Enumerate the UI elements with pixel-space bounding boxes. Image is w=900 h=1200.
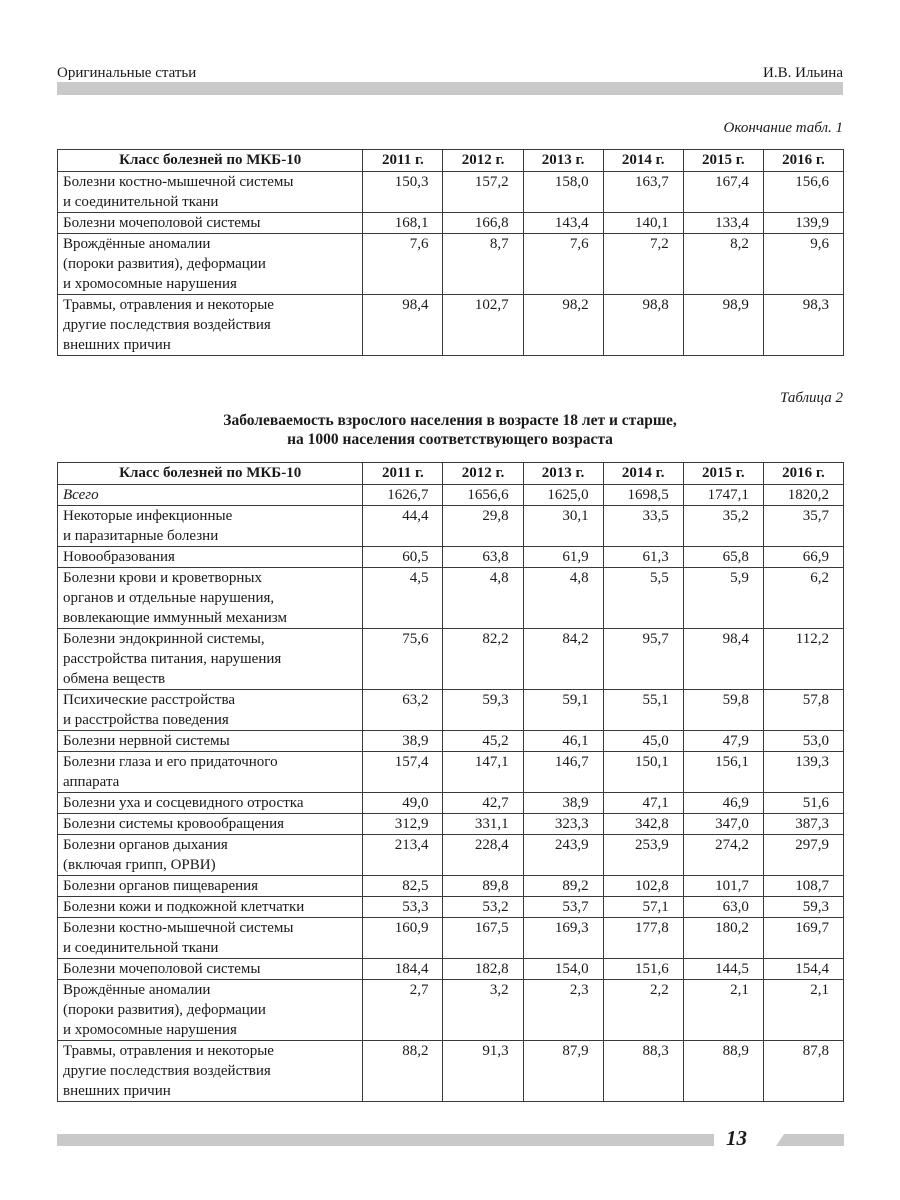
footer-rule-left bbox=[57, 1134, 714, 1146]
cell-value: 168,1 bbox=[363, 213, 443, 234]
table-row bbox=[58, 876, 844, 897]
row-label-line: другие последствия воздействия bbox=[63, 317, 271, 333]
cell-value: 312,9 bbox=[363, 814, 443, 835]
cell-value: 49,0 bbox=[363, 793, 443, 814]
row-label-line: внешних причин bbox=[63, 1083, 171, 1099]
cell-value: 167,4 bbox=[683, 172, 763, 213]
row-label bbox=[58, 793, 363, 814]
row-label bbox=[58, 835, 363, 876]
cell-value: 4,8 bbox=[523, 568, 603, 629]
row-label-line: Врождённые аномалии bbox=[63, 236, 211, 252]
cell-value: 4,8 bbox=[443, 568, 523, 629]
row-label-line: Болезни костно-мышечной системы bbox=[63, 920, 294, 936]
cell-value: 61,3 bbox=[603, 547, 683, 568]
cell-value: 89,2 bbox=[523, 876, 603, 897]
row-label bbox=[58, 295, 363, 356]
row-label bbox=[58, 568, 363, 629]
cell-value: 177,8 bbox=[603, 918, 683, 959]
cell-value: 6,2 bbox=[763, 568, 843, 629]
cell-value: 342,8 bbox=[603, 814, 683, 835]
cell-value: 2,1 bbox=[683, 980, 763, 1041]
row-label-line: Травмы, отравления и некоторые bbox=[63, 297, 274, 313]
cell-value: 89,8 bbox=[443, 876, 523, 897]
table-row bbox=[58, 506, 844, 547]
table-row bbox=[58, 485, 844, 506]
cell-value: 46,1 bbox=[523, 731, 603, 752]
cell-value: 1625,0 bbox=[523, 485, 603, 506]
cell-value: 166,8 bbox=[443, 213, 523, 234]
cell-value: 213,4 bbox=[363, 835, 443, 876]
row-label bbox=[58, 752, 363, 793]
table-row bbox=[58, 793, 844, 814]
row-label-line: Болезни глаза и его придаточного bbox=[63, 754, 278, 770]
row-label bbox=[58, 814, 363, 835]
row-label-line: внешних причин bbox=[63, 337, 171, 353]
cell-value: 59,3 bbox=[763, 897, 843, 918]
table2-header-row bbox=[58, 463, 844, 485]
cell-value: 156,1 bbox=[683, 752, 763, 793]
cell-value: 87,8 bbox=[763, 1041, 843, 1102]
row-label bbox=[58, 731, 363, 752]
column-header-year: 2012 г. bbox=[443, 463, 523, 485]
cell-value: 98,8 bbox=[603, 295, 683, 356]
cell-value: 169,3 bbox=[523, 918, 603, 959]
row-label bbox=[58, 690, 363, 731]
row-label bbox=[58, 213, 363, 234]
cell-value: 53,2 bbox=[443, 897, 523, 918]
cell-value: 297,9 bbox=[763, 835, 843, 876]
cell-value: 57,8 bbox=[763, 690, 843, 731]
cell-value: 1626,7 bbox=[363, 485, 443, 506]
table-row bbox=[58, 814, 844, 835]
cell-value: 63,8 bbox=[443, 547, 523, 568]
cell-value: 323,3 bbox=[523, 814, 603, 835]
row-label-line: Некоторые инфекционные bbox=[63, 508, 233, 524]
cell-value: 5,5 bbox=[603, 568, 683, 629]
row-label-line: и хромосомные нарушения bbox=[63, 276, 237, 292]
cell-value: 167,5 bbox=[443, 918, 523, 959]
table-row bbox=[58, 172, 844, 213]
column-header-year: 2013 г. bbox=[523, 150, 603, 172]
row-label bbox=[58, 897, 363, 918]
row-label-line: и соединительной ткани bbox=[63, 194, 219, 210]
cell-value: 47,9 bbox=[683, 731, 763, 752]
row-label-line: Болезни кожи и подкожной клетчатки bbox=[63, 899, 305, 915]
cell-value: 154,4 bbox=[763, 959, 843, 980]
cell-value: 38,9 bbox=[363, 731, 443, 752]
cell-value: 35,7 bbox=[763, 506, 843, 547]
page-number: 13 bbox=[726, 1126, 747, 1150]
cell-value: 9,6 bbox=[763, 234, 843, 295]
cell-value: 347,0 bbox=[683, 814, 763, 835]
cell-value: 1747,1 bbox=[683, 485, 763, 506]
cell-value: 88,3 bbox=[603, 1041, 683, 1102]
cell-value: 8,7 bbox=[443, 234, 523, 295]
header-rule bbox=[57, 82, 843, 95]
cell-value: 139,3 bbox=[763, 752, 843, 793]
cell-value: 243,9 bbox=[523, 835, 603, 876]
cell-value: 147,1 bbox=[443, 752, 523, 793]
table2-title bbox=[57, 411, 843, 449]
row-label-line: Болезни мочеполовой системы bbox=[63, 215, 261, 231]
table1 bbox=[57, 149, 844, 356]
column-header-year: 2014 г. bbox=[603, 463, 683, 485]
cell-value: 7,2 bbox=[603, 234, 683, 295]
row-label-line: вовлекающие иммунный механизм bbox=[63, 610, 288, 626]
row-label-line: и хромосомные нарушения bbox=[63, 1022, 237, 1038]
table-row bbox=[58, 731, 844, 752]
row-label bbox=[58, 959, 363, 980]
cell-value: 29,8 bbox=[443, 506, 523, 547]
cell-value: 2,1 bbox=[763, 980, 843, 1041]
row-label-line: Болезни уха и сосцевидного отростка bbox=[63, 795, 304, 811]
row-label bbox=[58, 172, 363, 213]
row-label-line: (пороки развития), деформации bbox=[63, 1002, 266, 1018]
cell-value: 158,0 bbox=[523, 172, 603, 213]
table2-title-line: Заболеваемость взрослого населения в возрасте 18 лет и старше, bbox=[223, 412, 677, 429]
cell-value: 2,2 bbox=[603, 980, 683, 1041]
row-label-line: (пороки развития), деформации bbox=[63, 256, 266, 272]
table-row bbox=[58, 213, 844, 234]
cell-value: 1656,6 bbox=[443, 485, 523, 506]
row-label-line: Всего bbox=[63, 487, 99, 503]
cell-value: 182,8 bbox=[443, 959, 523, 980]
cell-value: 274,2 bbox=[683, 835, 763, 876]
cell-value: 102,7 bbox=[443, 295, 523, 356]
cell-value: 180,2 bbox=[683, 918, 763, 959]
cell-value: 61,9 bbox=[523, 547, 603, 568]
cell-value: 228,4 bbox=[443, 835, 523, 876]
cell-value: 101,7 bbox=[683, 876, 763, 897]
table-row bbox=[58, 980, 844, 1041]
cell-value: 60,5 bbox=[363, 547, 443, 568]
row-label bbox=[58, 234, 363, 295]
cell-value: 46,9 bbox=[683, 793, 763, 814]
cell-value: 102,8 bbox=[603, 876, 683, 897]
row-label-line: и расстройства поведения bbox=[63, 712, 229, 728]
row-label-line: Травмы, отравления и некоторые bbox=[63, 1043, 274, 1059]
cell-value: 7,6 bbox=[523, 234, 603, 295]
cell-value: 55,1 bbox=[603, 690, 683, 731]
table-row bbox=[58, 568, 844, 629]
cell-value: 88,9 bbox=[683, 1041, 763, 1102]
cell-value: 1698,5 bbox=[603, 485, 683, 506]
cell-value: 98,4 bbox=[683, 629, 763, 690]
cell-value: 65,8 bbox=[683, 547, 763, 568]
cell-value: 45,2 bbox=[443, 731, 523, 752]
table-row bbox=[58, 835, 844, 876]
table2 bbox=[57, 462, 844, 1102]
cell-value: 53,7 bbox=[523, 897, 603, 918]
cell-value: 88,2 bbox=[363, 1041, 443, 1102]
row-label-line: Болезни мочеполовой системы bbox=[63, 961, 261, 977]
row-label-line: Болезни системы кровообращения bbox=[63, 816, 285, 832]
row-label-line: расстройства питания, нарушения bbox=[63, 651, 282, 667]
cell-value: 387,3 bbox=[763, 814, 843, 835]
cell-value: 84,2 bbox=[523, 629, 603, 690]
cell-value: 35,2 bbox=[683, 506, 763, 547]
column-header-year: 2016 г. bbox=[763, 150, 843, 172]
cell-value: 150,3 bbox=[363, 172, 443, 213]
running-header bbox=[57, 58, 843, 82]
cell-value: 108,7 bbox=[763, 876, 843, 897]
cell-value: 53,0 bbox=[763, 731, 843, 752]
cell-value: 157,4 bbox=[363, 752, 443, 793]
row-label-line: Болезни костно-мышечной системы bbox=[63, 174, 294, 190]
row-label-line: обмена веществ bbox=[63, 671, 166, 687]
cell-value: 75,6 bbox=[363, 629, 443, 690]
cell-value: 143,4 bbox=[523, 213, 603, 234]
cell-value: 4,5 bbox=[363, 568, 443, 629]
cell-value: 139,9 bbox=[763, 213, 843, 234]
cell-value: 1820,2 bbox=[763, 485, 843, 506]
column-header-year: 2014 г. bbox=[603, 150, 683, 172]
cell-value: 3,2 bbox=[443, 980, 523, 1041]
cell-value: 98,4 bbox=[363, 295, 443, 356]
cell-value: 38,9 bbox=[523, 793, 603, 814]
author-name: И.В. Ильина bbox=[763, 65, 843, 81]
row-label-line: Болезни крови и кроветворных bbox=[63, 570, 262, 586]
cell-value: 66,9 bbox=[763, 547, 843, 568]
cell-value: 63,2 bbox=[363, 690, 443, 731]
cell-value: 98,9 bbox=[683, 295, 763, 356]
cell-value: 154,0 bbox=[523, 959, 603, 980]
cell-value: 2,3 bbox=[523, 980, 603, 1041]
column-header-year: 2015 г. bbox=[683, 150, 763, 172]
cell-value: 140,1 bbox=[603, 213, 683, 234]
table1-caption: Окончание табл. 1 bbox=[723, 120, 843, 136]
row-label bbox=[58, 918, 363, 959]
cell-value: 59,1 bbox=[523, 690, 603, 731]
cell-value: 163,7 bbox=[603, 172, 683, 213]
table-row bbox=[58, 629, 844, 690]
footer-rule-right bbox=[776, 1134, 844, 1146]
table-row bbox=[58, 295, 844, 356]
cell-value: 331,1 bbox=[443, 814, 523, 835]
row-label-line: Болезни нервной системы bbox=[63, 733, 230, 749]
row-label bbox=[58, 485, 363, 506]
table-row bbox=[58, 234, 844, 295]
row-label-line: аппарата bbox=[63, 774, 120, 790]
table-row bbox=[58, 959, 844, 980]
cell-value: 95,7 bbox=[603, 629, 683, 690]
table2-caption: Таблица 2 bbox=[780, 390, 843, 406]
table-row bbox=[58, 752, 844, 793]
row-label-line: и соединительной ткани bbox=[63, 940, 219, 956]
cell-value: 133,4 bbox=[683, 213, 763, 234]
cell-value: 33,5 bbox=[603, 506, 683, 547]
section-title: Оригинальные статьи bbox=[57, 65, 197, 81]
table-row bbox=[58, 918, 844, 959]
row-label bbox=[58, 876, 363, 897]
cell-value: 7,6 bbox=[363, 234, 443, 295]
column-header-class: Класс болезней по МКБ-10 bbox=[58, 463, 363, 485]
column-header-year: 2011 г. bbox=[363, 150, 443, 172]
cell-value: 82,5 bbox=[363, 876, 443, 897]
table1-header-row bbox=[58, 150, 844, 172]
column-header-year: 2012 г. bbox=[443, 150, 523, 172]
row-label-line: Болезни эндокринной системы, bbox=[63, 631, 265, 647]
cell-value: 2,7 bbox=[363, 980, 443, 1041]
cell-value: 98,2 bbox=[523, 295, 603, 356]
cell-value: 253,9 bbox=[603, 835, 683, 876]
cell-value: 151,6 bbox=[603, 959, 683, 980]
row-label-line: Новообразования bbox=[63, 549, 175, 565]
cell-value: 157,2 bbox=[443, 172, 523, 213]
cell-value: 87,9 bbox=[523, 1041, 603, 1102]
row-label-line: органов и отдельные нарушения, bbox=[63, 590, 275, 606]
row-label bbox=[58, 547, 363, 568]
row-label bbox=[58, 980, 363, 1041]
row-label-line: Психические расстройства bbox=[63, 692, 235, 708]
cell-value: 91,3 bbox=[443, 1041, 523, 1102]
row-label-line: Врождённые аномалии bbox=[63, 982, 211, 998]
cell-value: 59,3 bbox=[443, 690, 523, 731]
cell-value: 184,4 bbox=[363, 959, 443, 980]
cell-value: 57,1 bbox=[603, 897, 683, 918]
column-header-year: 2011 г. bbox=[363, 463, 443, 485]
row-label bbox=[58, 1041, 363, 1102]
cell-value: 156,6 bbox=[763, 172, 843, 213]
table-row bbox=[58, 690, 844, 731]
row-label bbox=[58, 506, 363, 547]
cell-value: 59,8 bbox=[683, 690, 763, 731]
column-header-year: 2015 г. bbox=[683, 463, 763, 485]
cell-value: 8,2 bbox=[683, 234, 763, 295]
cell-value: 169,7 bbox=[763, 918, 843, 959]
row-label bbox=[58, 629, 363, 690]
cell-value: 98,3 bbox=[763, 295, 843, 356]
table2-title-line: на 1000 населения соответствующего возраста bbox=[287, 431, 613, 448]
cell-value: 82,2 bbox=[443, 629, 523, 690]
cell-value: 53,3 bbox=[363, 897, 443, 918]
row-label-line: Болезни органов пищеварения bbox=[63, 878, 259, 894]
cell-value: 112,2 bbox=[763, 629, 843, 690]
cell-value: 144,5 bbox=[683, 959, 763, 980]
cell-value: 146,7 bbox=[523, 752, 603, 793]
row-label-line: и паразитарные болезни bbox=[63, 528, 219, 544]
cell-value: 42,7 bbox=[443, 793, 523, 814]
row-label-line: (включая грипп, ОРВИ) bbox=[63, 857, 216, 873]
cell-value: 45,0 bbox=[603, 731, 683, 752]
cell-value: 150,1 bbox=[603, 752, 683, 793]
column-header-year: 2013 г. bbox=[523, 463, 603, 485]
cell-value: 47,1 bbox=[603, 793, 683, 814]
table-row bbox=[58, 1041, 844, 1102]
table-row bbox=[58, 897, 844, 918]
table-row bbox=[58, 547, 844, 568]
column-header-class: Класс болезней по МКБ-10 bbox=[58, 150, 363, 172]
row-label-line: Болезни органов дыхания bbox=[63, 837, 228, 853]
cell-value: 30,1 bbox=[523, 506, 603, 547]
cell-value: 5,9 bbox=[683, 568, 763, 629]
row-label-line: другие последствия воздействия bbox=[63, 1063, 271, 1079]
cell-value: 160,9 bbox=[363, 918, 443, 959]
cell-value: 51,6 bbox=[763, 793, 843, 814]
cell-value: 63,0 bbox=[683, 897, 763, 918]
cell-value: 44,4 bbox=[363, 506, 443, 547]
column-header-year: 2016 г. bbox=[763, 463, 843, 485]
